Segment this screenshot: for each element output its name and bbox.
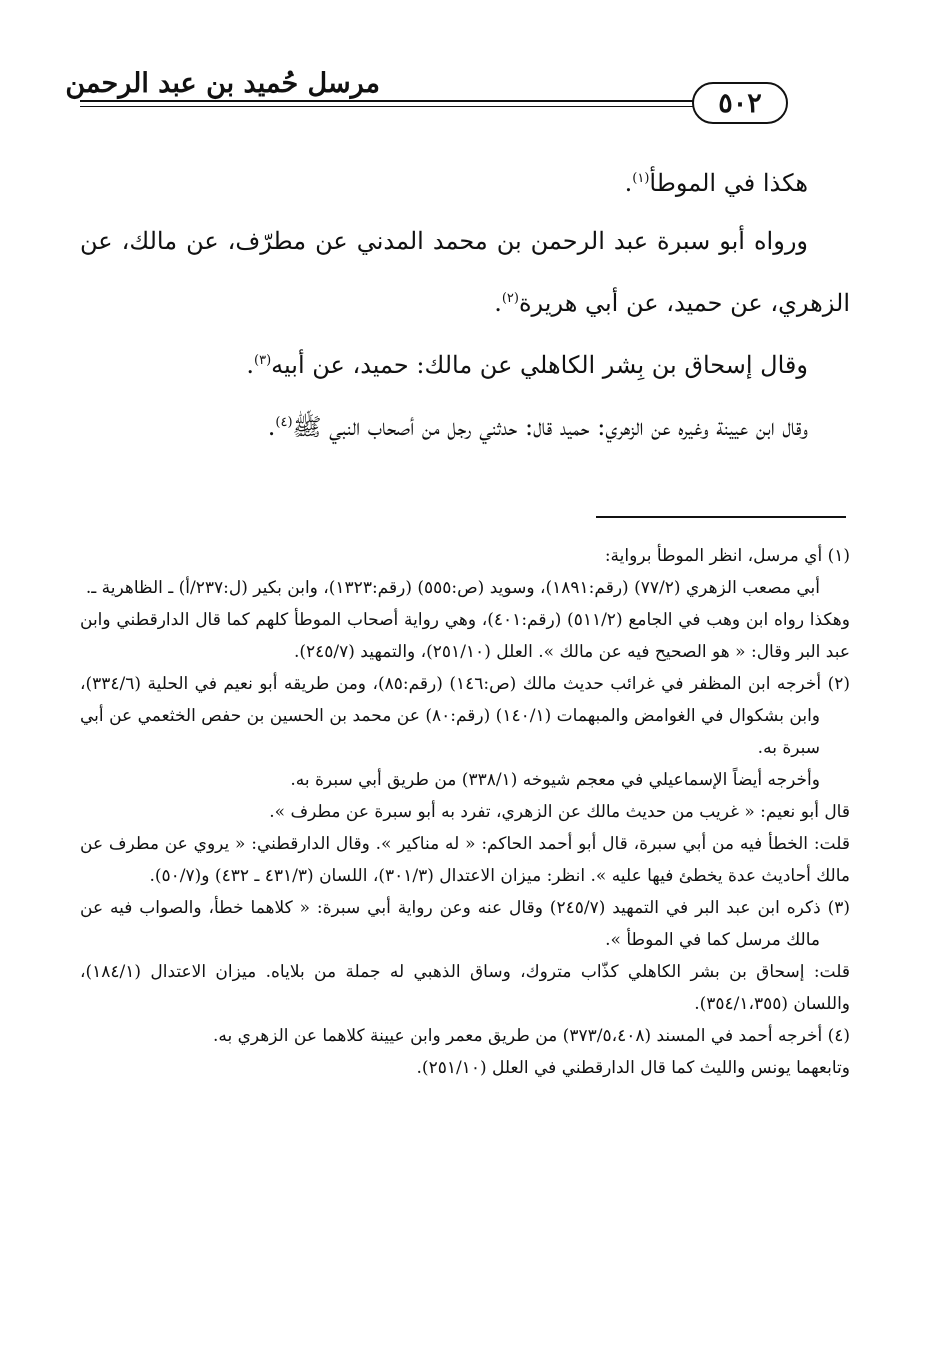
footnote-2-line: وأخرجه أيضاً الإسماعيلي في معجم شيوخه (٣٣٨/١) من طريق أبي سبرة به.: [290, 770, 820, 790]
footnote-1-line: وهكذا رواه ابن وهب في الجامع (٥١١/٢) (رقم:٤٠١)، وهي رواية أصحاب الموطأ كلهم كما قال الدارقطني وابن عبد البر وقال: « هو الصحيح فيه عن مالك ». العلل (٢٥١/١٠)، والتمهيد (٢٤٥/٧).: [80, 610, 850, 662]
header-rule: [80, 100, 760, 102]
footnote-3-line: قلت: إسحاق بن بشر الكاهلي كذّاب متروك، وساق الذهبي له جملة من بلاياه. ميزان الاعتدال (١٨٤/١)، واللسان (٣٥٤/١،٣٥٥).: [80, 962, 850, 1014]
page-number-badge: [692, 82, 788, 124]
footnote-ref-3: (٣): [254, 353, 272, 368]
footnote-2: (٢) أخرجه ابن المظفر في غرائب حديث مالك (ص:١٤٦) (رقم:٨٥)، ومن طريقه أبو نعيم في الحلية (٣٣٤/٦)، وابن بشكوال في الغوامض والمبهمات (١٤٠/١) (رقم:٨٠) عن محمد بن الحسين بن حفص الخثعمي عن أبي سبرة به.: [80, 674, 850, 758]
footnote-ref-1: (١): [632, 171, 650, 186]
footnote-2-line: قلت: الخطأ فيه من أبي سبرة، قال أبو أحمد الحاكم: « له مناكير ». وقال الدارقطني: « يروي عن مطرف عن مالك أحاديث عدة يخطئ فيها عليه ». انظر: ميزان الاعتدال (٣٠١/٣)، اللسان (٤٣١/٣ ـ ٤٣٢) و(٥٠/٧).: [80, 834, 850, 886]
page-number: ٥٠٢: [718, 87, 762, 119]
footnote-1: (١) أي مرسل، انظر الموطأ برواية:: [604, 546, 850, 566]
footnotes: [80, 540, 850, 1084]
footnote-1-line: أبي مصعب الزهري (٧٧/٢) (رقم:١٨٩١)، وسويد (ص:٥٥٥) (رقم:١٣٢٣)، وابن بكير (ل:٢٣٧/أ) ـ الظاهرية ـ.: [85, 578, 820, 598]
footnote-3: (٣) ذكره ابن عبد البر في التمهيد (٢٤٥/٧) وقال عنه وعن رواية أبي سبرة: « كلاهما خطأ، والصواب فيه عن مالك مرسل كما في الموطأ ».: [80, 898, 851, 950]
paragraph-2: ورواه أبو سبرة عبد الرحمن بن محمد المدني عن مطرّف، عن مالك، عن الزهري، عن حميد، عن أبي هريرة$^{(٢)}$.: [80, 227, 850, 317]
page-header: [65, 68, 850, 126]
running-title: مرسل حُميد بن عبد الرحمن: [65, 68, 380, 99]
footnote-4-line: وتابعهما يونس والليث كما قال الدارقطني في العلل (٢٥١/١٠).: [416, 1058, 850, 1078]
footnote-separator: [596, 516, 846, 518]
paragraph-4: وقال ابن عيينة وغيره عن الزهري: حميد قال: حدثني رجل من أصحاب النبي ﷺ$^{(٤)}$.: [267, 413, 808, 441]
paragraph-1: هكذا في الموطأ$^{(١)}$.: [624, 169, 808, 197]
footnote-4: (٤) أخرجه أحمد في المسند (٣٧٣/٥،٤٠٨) من طريق معمر وابن عيينة كلاهما عن الزهري به.: [212, 1026, 850, 1046]
main-text: [80, 150, 850, 456]
footnote-ref-4: (٤): [275, 415, 293, 430]
footnote-2-line: قال أبو نعيم: « غريب من حديث مالك عن الزهري، تفرد به أبو سبرة عن مطرف ».: [269, 802, 850, 822]
paragraph-3: وقال إسحاق بن بِشر الكاهلي عن مالك: حميد، عن أبيه$^{(٣)}$.: [246, 351, 808, 379]
header-rule-thin: [80, 106, 760, 107]
footnote-ref-2: (٢): [501, 291, 519, 306]
